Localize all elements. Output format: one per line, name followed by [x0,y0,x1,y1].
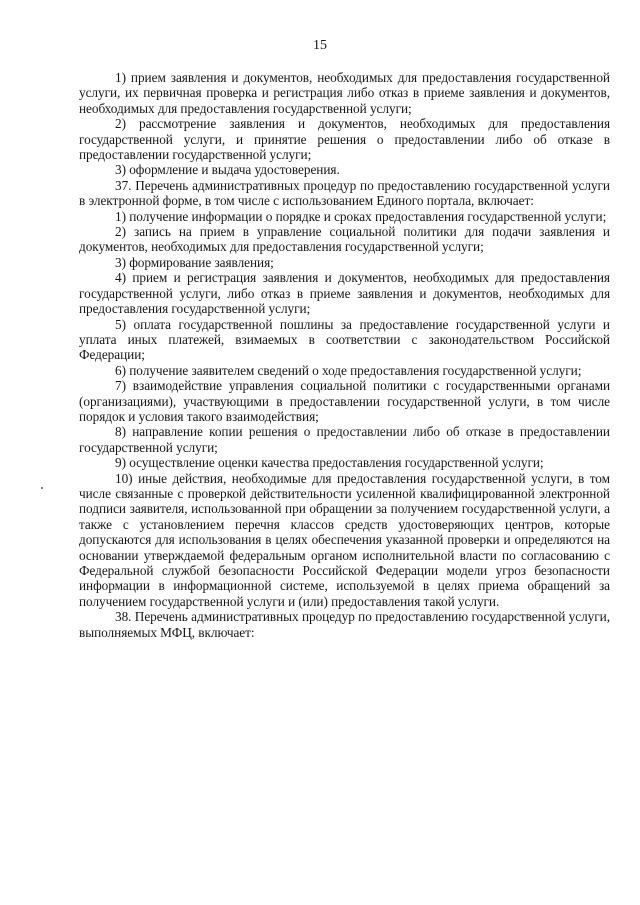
paragraph: 37. Перечень административных процедур по предоставлению государственной услуги в электронной форме, в том числе с использованием Единого портала, включает: [79,177,610,209]
paragraph: 1) прием заявления и документов, необходимых для предоставления государственной услуги, их первичная проверка и регистрация либо отказ в приеме заявления и документов, необходимых для предоставления государственной услуги; [79,70,610,116]
document-body [79,70,610,640]
paragraph: 9) осуществление оценки качества предоставления государственной услуги; [115,455,544,471]
page-number: 15 [313,38,327,53]
paragraph: 38. Перечень административных процедур по предоставлению государственной услуги, выполняемых МФЦ, включает: [79,609,610,640]
paragraph: 3) формирование заявления; [115,254,274,270]
paragraph: 8) направление копии решения о предоставлении либо об отказе в предоставлении государственной услуги; [79,424,610,455]
paragraph: 3) оформление и выдача удостоверения. [115,162,340,178]
paragraph: 2) рассмотрение заявления и документов, необходимых для предоставления государственной услуги, и принятие решения о предоставлении либо об отказе в предоставлении государственной услуги; [79,116,610,163]
paragraph: 7) взаимодействие управления социальной политики с государственными органами (организациями), участвующими в предоставлении государственной услуги, в том числе порядок и условия такого взаимодействия; [79,378,610,424]
paragraph: 2) запись на прием в управление социальной политики для подачи заявления и документов, необходимых для предоставления государственной услуги; [79,224,610,255]
scan-speck [41,487,43,489]
paragraph: 10) иные действия, необходимые для предоставления государственной услуги, в том числе связанные с проверкой действительности усиленной квалифицированной электронной подписи заявителя, использованной при обращении за получением государственной услуги, а также с установлением перечня классов средств удостоверяющих центров, которые допускаются для использования в целях обеспечения указанной проверки и определяются на основании утверждаемой федеральным органом исполнительной власти по согласованию с Федеральной службой безопасности Российской Федерации модели угроз безопасности информации в информационной системе, используемой в целях приема обращений за получением государственной услуги и (или) предоставления такой услуги. [79,470,610,609]
paragraph: 4) прием и регистрация заявления и документов, необходимых для предоставления государственной услуги, либо отказ в приеме заявления и документов, необходимых для предоставления государственной услуги; [79,270,610,317]
paragraph: 1) получение информации о порядке и сроках предоставления государственной услуги; [115,208,607,224]
paragraph: 5) оплата государственной пошлины за предоставление государственной услуги и уплата иных платежей, взимаемых в соответствии с законодательством Российской Федерации; [79,316,610,363]
paragraph: 6) получение заявителем сведений о ходе предоставления государственной услуги; [115,362,582,378]
